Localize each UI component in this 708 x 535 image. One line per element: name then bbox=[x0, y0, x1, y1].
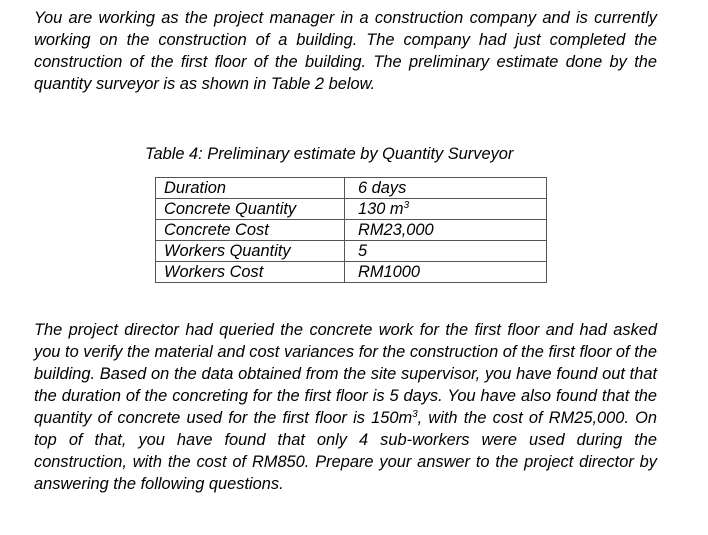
body-text-part1: The project director had queried the concrete work for the first floor and had asked you to verify the material and cost variances for the construction of the first floor of the building. Based on the data obtained from the site supervisor, you have found out that the duration of the concreting for the first floor is 5 days. You have also found that the quantity of concrete used for the first floor is 150m bbox=[34, 321, 657, 427]
concrete-quantity-number: 130 m bbox=[358, 200, 404, 218]
row-value-workers-quantity: 5 bbox=[345, 241, 547, 262]
row-label-concrete-cost: Concrete Cost bbox=[156, 220, 345, 241]
table-row bbox=[156, 262, 547, 283]
row-label-duration: Duration bbox=[156, 178, 345, 199]
row-value-concrete-cost: RM23,000 bbox=[345, 220, 547, 241]
row-label-workers-cost: Workers Cost bbox=[156, 262, 345, 283]
table-caption: Table 4: Preliminary estimate by Quantity Surveyor bbox=[145, 145, 514, 163]
intro-paragraph: You are working as the project manager in a construction company and is currently working on the construction of a building. The company had just completed the construction of the first floor of the building. The preliminary estimate done by the quantity surveyor is as shown in Table 2 below. bbox=[34, 9, 657, 93]
row-label-workers-quantity: Workers Quantity bbox=[156, 241, 345, 262]
row-label-concrete-quantity: Concrete Quantity bbox=[156, 199, 345, 220]
table-row bbox=[156, 199, 547, 220]
cubic-superscript: 3 bbox=[403, 200, 410, 211]
estimate-table bbox=[155, 177, 547, 283]
row-value-duration: 6 days bbox=[345, 178, 547, 199]
body-text-part2: , with the cost of RM25,000. On top of that, you have found that only 4 sub-workers were used during the construction, with the cost of RM850. Prepare your answer to the project director by answering the following questions. bbox=[34, 409, 657, 493]
table-row bbox=[156, 241, 547, 262]
body-cubic-superscript: 3 bbox=[412, 409, 418, 420]
body-paragraph bbox=[34, 319, 657, 495]
row-value-workers-cost: RM1000 bbox=[345, 262, 547, 283]
table-row bbox=[156, 220, 547, 241]
table-row bbox=[156, 178, 547, 199]
row-value-concrete-quantity bbox=[345, 199, 547, 220]
